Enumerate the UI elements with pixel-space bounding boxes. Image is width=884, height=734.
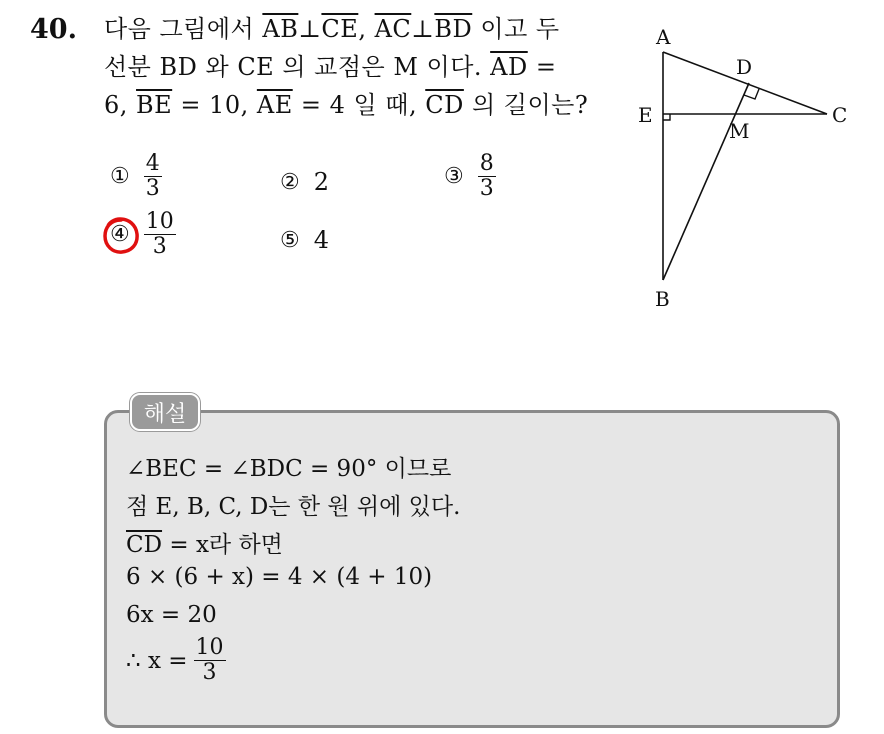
perp-symbol: ⊥ — [411, 15, 435, 43]
segment-ad: $\overline{AD}$ — [490, 53, 528, 81]
choice-mark: ② — [280, 169, 300, 195]
segment-ab: $\overline{AB}$ — [262, 15, 299, 43]
question-line-2 — [104, 52, 556, 82]
question-text: = 10, — [172, 91, 257, 119]
solution-line-3 — [126, 526, 283, 559]
geometry-figure — [632, 20, 862, 320]
segment-ac: $\overline{AC}$ — [374, 15, 412, 43]
solution-tag: 해설 — [130, 393, 200, 431]
choice-mark: ④ — [110, 222, 130, 247]
denominator: 3 — [152, 234, 167, 259]
segment-be: $\overline{BE}$ — [136, 91, 173, 119]
label-e: E — [638, 103, 653, 127]
choice-value: 2 — [313, 168, 330, 196]
choice-5[interactable] — [280, 226, 329, 254]
question-text: 6, — [104, 91, 137, 119]
choice-mark: ③ — [444, 164, 464, 189]
question-text: = 4 일 때, — [292, 91, 426, 119]
separator: , — [358, 15, 375, 43]
fraction — [194, 636, 226, 685]
choice-mark: ① — [110, 164, 130, 189]
label-m: M — [729, 119, 750, 143]
label-b: B — [655, 287, 670, 311]
choice-value: 4 — [313, 226, 330, 254]
numerator: 4 — [145, 151, 160, 176]
segment-cd: $\overline{CD}$ — [126, 532, 163, 558]
numerator: 10 — [195, 635, 224, 660]
question-line-3 — [104, 90, 588, 120]
question-text: 의 길이는? — [463, 91, 589, 119]
numerator: 8 — [479, 151, 494, 176]
segment-ce: $\overline{CE}$ — [321, 15, 359, 43]
fraction — [478, 152, 496, 201]
solution-line-1: ∠BEC = ∠BDC = 90° 이므로 — [126, 456, 452, 482]
label-c: C — [832, 103, 848, 127]
solution-text: ∴ x = — [126, 647, 188, 674]
fraction — [144, 210, 176, 259]
solution-text: = x라 하면 — [162, 532, 283, 558]
solution-line-4: 6 × (6 + x) = 4 × (4 + 10) — [126, 564, 433, 590]
question-text: 다음 그림에서 — [104, 15, 263, 43]
solution-line-2: 점 E, B, C, D는 한 원 위에 있다. — [126, 494, 461, 520]
selected-circle-mark — [102, 216, 140, 256]
solution-line-6 — [126, 636, 226, 685]
label-d: D — [736, 55, 753, 79]
choice-2[interactable] — [280, 168, 329, 196]
denominator: 3 — [202, 660, 217, 685]
segment-ae: $\overline{AE}$ — [256, 91, 293, 119]
segment-line-bd — [663, 83, 749, 280]
question-text: = — [527, 53, 557, 81]
numerator: 10 — [145, 209, 174, 234]
question-number: 40. — [30, 14, 77, 45]
right-angle-mark-e — [663, 114, 670, 120]
question-line-1 — [104, 14, 560, 44]
choice-1[interactable] — [110, 152, 162, 201]
question-text: 선분 BD 와 CE 의 교점은 M 이다. — [104, 53, 491, 81]
perp-symbol: ⊥ — [298, 15, 322, 43]
denominator: 3 — [479, 176, 494, 201]
choice-mark: ⑤ — [280, 227, 300, 253]
segment-bd: $\overline{BD}$ — [434, 15, 473, 43]
question-text: 이고 두 — [472, 15, 560, 43]
denominator: 3 — [145, 176, 160, 201]
fraction — [144, 152, 162, 201]
solution-line-5: 6x = 20 — [126, 602, 217, 628]
segment-cd: $\overline{CD}$ — [425, 91, 464, 119]
label-a: A — [656, 25, 671, 49]
choice-3[interactable] — [444, 152, 496, 201]
